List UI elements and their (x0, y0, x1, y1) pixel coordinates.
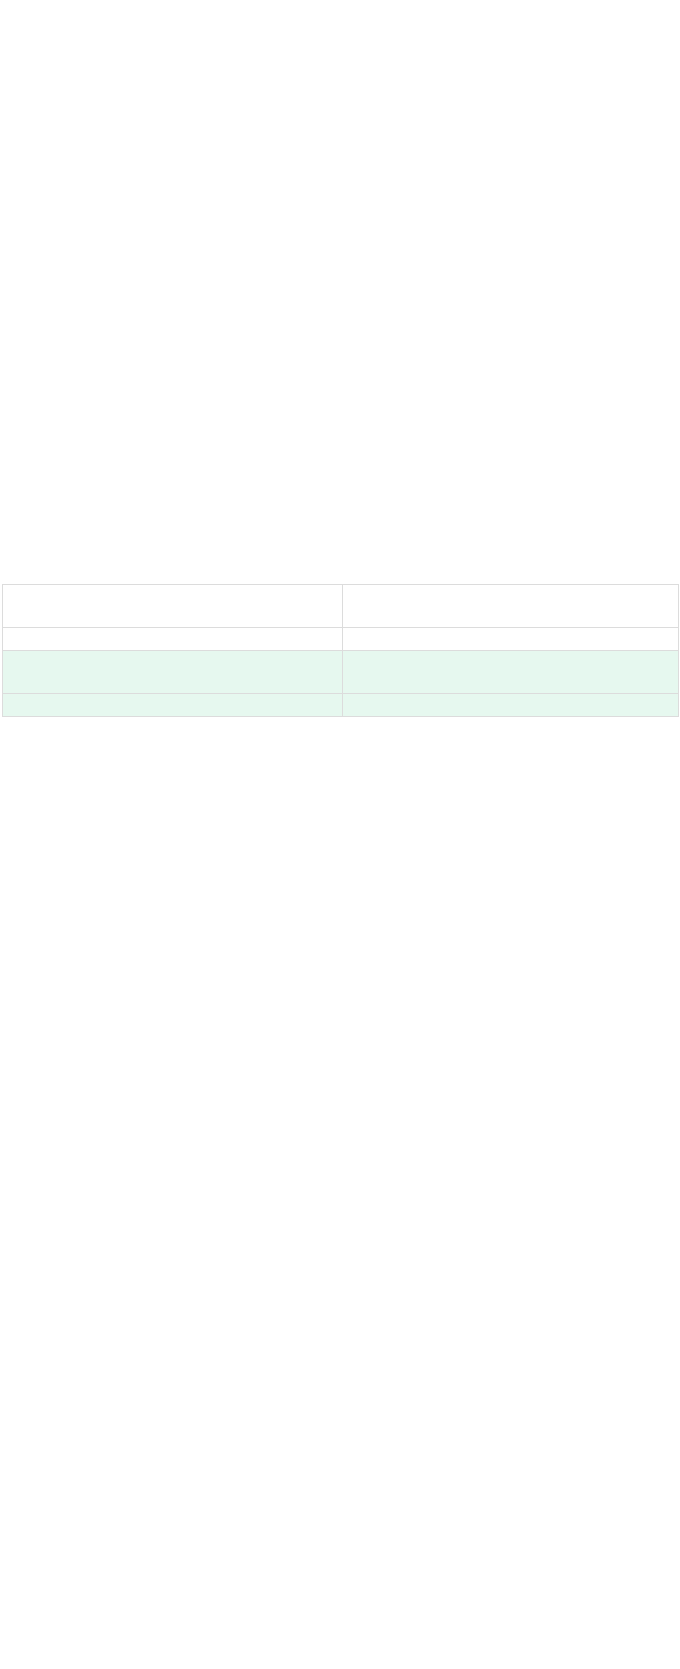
differences-cell-en (343, 694, 679, 717)
header-similarities-ru (3, 585, 343, 628)
header-differences-en (343, 651, 679, 694)
similarities-cell-en (3, 694, 343, 717)
table-row-en (3, 694, 679, 717)
differences-list-ru (351, 640, 670, 650)
comparison-table (2, 584, 679, 717)
differences-cell-ru (343, 628, 679, 651)
header-similarities-en (3, 651, 343, 694)
table-header-row-ru (3, 585, 679, 628)
differences-list-en (351, 706, 670, 716)
table-header-row-en (3, 651, 679, 694)
table-row-ru (3, 628, 679, 651)
similarities-list-en (11, 706, 334, 716)
similarities-cell-ru (3, 628, 343, 651)
similarities-list-ru (11, 640, 334, 650)
header-differences-ru (343, 585, 679, 628)
